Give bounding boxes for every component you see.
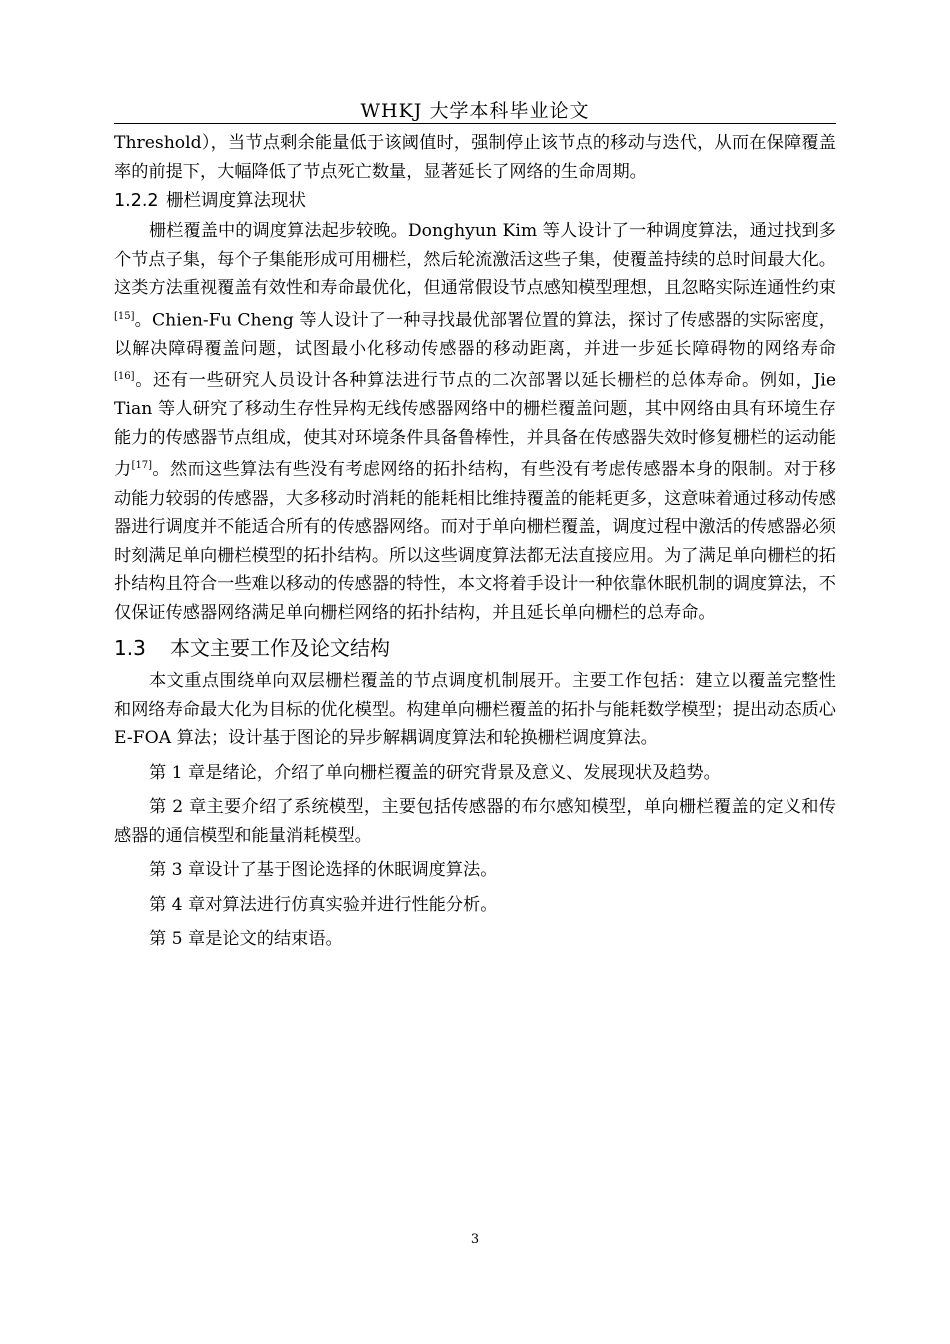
paragraph-text: 。然而这些算法有些没有考虑网络的拓扑结构，有些没有考虑传感器本身的限制。对于移动能力较弱的传感器，大多移动时消耗的能耗相比维持覆盖的能耗更多，这意味着通过移动传感器进行调度并不能适合所有的传感器网络。而对于单向栅栏覆盖，调度过程中激活的传感器必须时刻满足单向栅栏模型的拓扑结构。所以这些调度算法都无法直接应用。为了满足单向栅栏的拓扑结构且符合一些难以移动的传感器的特性，本文将着手设计一种依靠休眠机制的调度算法，不仅保证传感器网络满足单向栅栏网络的拓扑结构，并且延长单向栅栏的总寿命。 <box>114 460 836 623</box>
paragraph-text: 栅栏覆盖中的调度算法起步较晚。Donghyun Kim 等人设计了一种调度算法，通过找到多个节点子集，每个子集能形成可用栅栏，然后轮流激活这些子集，使覆盖持续的总时间最大化。这类方法重视覆盖有效性和寿命最优化，但通常假设节点感知模型理想，且忽略实际连通性约束 <box>114 221 836 298</box>
section-title: 本文主要工作及论文结构 <box>170 636 390 661</box>
citation-15: [15] <box>114 310 135 322</box>
chapter-1-summary: 第 1 章是绪论，介绍了单向栅栏覆盖的研究背景及意义、发展现状及趋势。 <box>149 762 721 783</box>
section-heading-1-2-2 <box>114 186 836 217</box>
citation-16: [16] <box>114 371 135 383</box>
section-number: 1.3 <box>114 636 146 661</box>
section-number: 1.2.2 <box>114 191 159 211</box>
page-number: 3 <box>470 1232 480 1247</box>
header-rule <box>114 123 836 124</box>
paragraph-main-work: 本文重点围绕单向双层栅栏覆盖的节点调度机制展开。主要工作包括：建立以覆盖完整性和网络寿命最大化为目标的优化模型。构建单向栅栏覆盖的拓扑与能耗数学模型；提出动态质心 E-FOA 算法；设计基于图论的异步解耦调度算法和轮换栅栏调度算法。 <box>114 671 836 749</box>
paragraph-continued: Threshold），当节点剩余能量低于该阈值时，强制停止该节点的移动与迭代，从而在保障覆盖率的前提下，大幅降低了节点死亡数量，显著延长了网络的生命周期。 <box>114 133 836 182</box>
paragraph-text: 。还有一些研究人员设计各种算法进行节点的二次部署以延长栅栏的总体寿命。例如，Jie Tian 等人研究了移动生存性异构无线传感器网络中的栅栏覆盖问题，其中网络由具有环境生存能力的传感器节点组成，使其对环境条件具备鲁棒性，并具备在传感器失效时修复栅栏的运动能力 <box>114 370 836 481</box>
chapter-2-summary: 第 2 章主要介绍了系统模型，主要包括传感器的布尔感知模型，单向栅栏覆盖的定义和传感器的通信模型和能量消耗模型。 <box>114 797 836 846</box>
chapter-3-summary: 第 3 章设计了基于图论选择的休眠调度算法。 <box>149 860 498 881</box>
paragraph-text: 。Chien-Fu Cheng 等人设计了一种寻找最优部署位置的算法，探讨了传感器的实际密度，以解决障碍覆盖问题，试图最小化移动传感器的移动距离，并进一步延长障碍物的网络寿命 <box>114 310 836 359</box>
section-heading-1-3 <box>114 629 836 667</box>
section-title: 栅栏调度算法现状 <box>166 191 306 211</box>
chapter-5-summary: 第 5 章是论文的结束语。 <box>149 929 343 950</box>
body-content <box>114 129 836 954</box>
chapter-4-summary: 第 4 章对算法进行仿真实验并进行性能分析。 <box>149 894 498 915</box>
paragraph-barrier-scheduling <box>114 217 836 627</box>
running-header: WHKJ 大学本科毕业论文 <box>360 100 590 122</box>
citation-17: [17] <box>131 460 153 472</box>
